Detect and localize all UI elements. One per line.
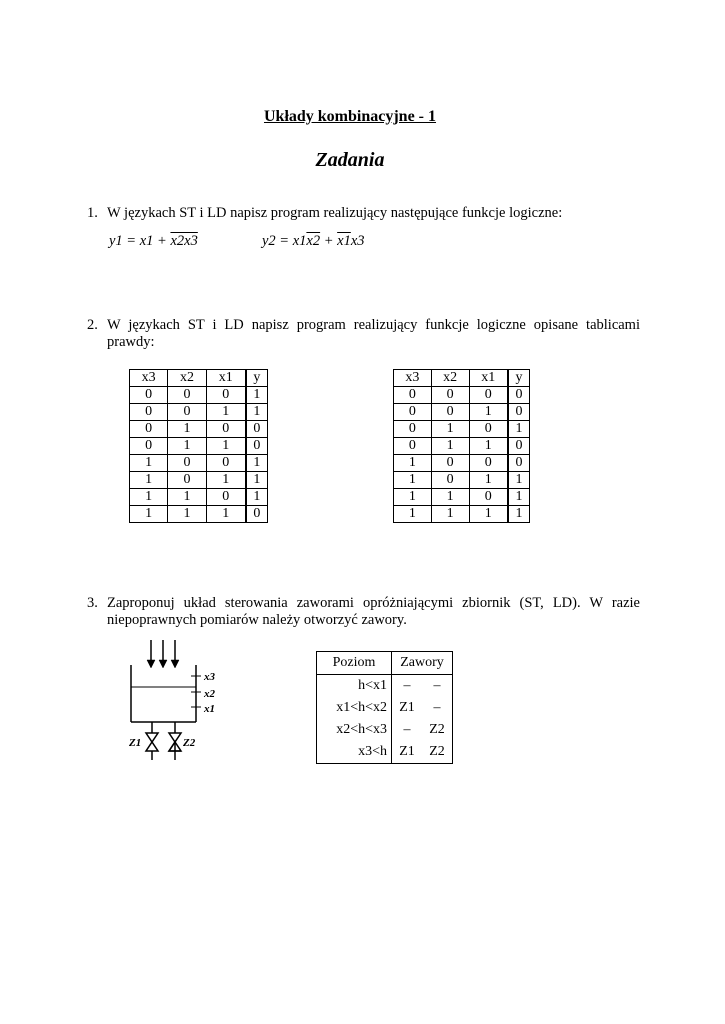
table-row [130, 472, 268, 489]
header-cell-y: y [246, 370, 268, 387]
table-cell: 1 [168, 438, 206, 455]
table-cell: 0 [130, 421, 168, 438]
valve-table-header [317, 652, 453, 675]
table-cell: 1 [246, 404, 268, 421]
table-row [130, 506, 268, 523]
table-cell: 1 [206, 438, 246, 455]
task-1-text: W językach ST i LD napisz program realizujący następujące funkcje logiczne: [107, 205, 563, 221]
table-cell: 0 [130, 404, 168, 421]
table-cell: 0 [469, 387, 508, 404]
truth-table-header [130, 370, 268, 387]
table-cell: 0 [508, 404, 529, 421]
table-cell: 0 [130, 438, 168, 455]
table-cell: 0 [394, 421, 432, 438]
table-row [130, 489, 268, 506]
valve-table [316, 651, 453, 764]
table-cell: 1 [206, 404, 246, 421]
formula-y2-plus: + [320, 233, 338, 249]
table-row [317, 675, 453, 698]
table-cell: 0 [206, 455, 246, 472]
table-cell: 0 [431, 472, 469, 489]
table-row [394, 421, 530, 438]
sensor-label-x1: x1 [204, 703, 215, 715]
table-cell: 1 [130, 489, 168, 506]
table-cell: 1 [130, 472, 168, 489]
table-cell: – [433, 678, 441, 693]
task-1-number: 1. [87, 205, 98, 221]
sensor-label-x3: x3 [204, 671, 215, 683]
table-cell: 1 [431, 489, 469, 506]
table-cell: 0 [246, 421, 268, 438]
table-cell: 0 [431, 404, 469, 421]
table-cell: 1 [246, 489, 268, 506]
truth-table-1 [129, 369, 268, 523]
header-cell-x3: x3 [394, 370, 432, 387]
table-cell: x1<h<x2 [317, 697, 392, 719]
valve-table-header-valves: Zawory [392, 652, 453, 675]
valve-label-z2: Z2 [183, 737, 196, 749]
table-cell: 1 [130, 455, 168, 472]
task-3-text: Zaproponuj układ sterowania zaworami opróżniającymi zbiornik (ST, LD). W razie niepoprawnych pomiarów należy otworzyć zawory. [107, 595, 640, 628]
table-cell: Z2 [429, 744, 445, 759]
formula-y2-negated-1: x2 [306, 233, 321, 249]
table-cell: 1 [508, 472, 529, 489]
table-row [394, 506, 530, 523]
formula-y1-lhs: y1 = x1 + [109, 233, 171, 249]
table-cell: 0 [508, 455, 529, 472]
table-cell: 0 [246, 506, 268, 523]
table-row [130, 455, 268, 472]
table-cell: Z1 [399, 744, 415, 759]
table-cell: 1 [394, 489, 432, 506]
table-cell: h<x1 [317, 675, 392, 698]
table-cell: 1 [246, 472, 268, 489]
table-row [130, 387, 268, 404]
page-title: Układy kombinacyjne - 1 [263, 108, 437, 125]
formula-y1-negated: x2x3 [170, 233, 198, 249]
table-row [394, 404, 530, 421]
task-2-number: 2. [87, 317, 98, 333]
formula-y2-lhs: y2 = x1 [262, 233, 307, 249]
table-row [394, 438, 530, 455]
table-row [130, 421, 268, 438]
table-row [317, 741, 453, 764]
tank-diagram [125, 636, 235, 761]
table-cell: Z1 [399, 700, 415, 715]
table-cell: 1 [206, 506, 246, 523]
table-cell: 1 [394, 506, 432, 523]
table-cell: 1 [130, 506, 168, 523]
table-cell: 1 [168, 506, 206, 523]
table-cell: 0 [469, 421, 508, 438]
table-cell: 1 [508, 489, 529, 506]
valve-z2 [169, 722, 181, 760]
table-cell: 1 [508, 421, 529, 438]
table-cell: 1 [469, 472, 508, 489]
formula-y2 [262, 233, 365, 250]
table-cell: 0 [168, 404, 206, 421]
tank-body [131, 665, 196, 722]
table-cell: 0 [206, 387, 246, 404]
table-cell: x2<h<x3 [317, 719, 392, 741]
table-row [394, 472, 530, 489]
table-cell: – [403, 722, 411, 737]
header-cell-x3: x3 [130, 370, 168, 387]
table-cell: 0 [130, 387, 168, 404]
table-cell: 0 [394, 404, 432, 421]
header-cell-x2: x2 [168, 370, 206, 387]
page-subtitle: Zadania [315, 149, 385, 171]
valve-z1 [146, 722, 158, 760]
header-cell-x2: x2 [431, 370, 469, 387]
sensor-label-x2: x2 [204, 688, 215, 700]
table-row [394, 387, 530, 404]
table-cell: 0 [206, 421, 246, 438]
table-cell: 1 [168, 489, 206, 506]
table-cell: 0 [508, 438, 529, 455]
header-cell-x1: x1 [469, 370, 508, 387]
table-cell: 0 [206, 489, 246, 506]
formula-y2-negated-2: x1 [337, 233, 351, 249]
header-cell-x1: x1 [206, 370, 246, 387]
table-cell: 1 [394, 472, 432, 489]
table-cell: 1 [469, 438, 508, 455]
table-row [317, 697, 453, 719]
truth-table-2 [393, 369, 530, 523]
table-cell: 0 [469, 455, 508, 472]
table-cell: 0 [394, 387, 432, 404]
formula-y2-end: x3 [350, 233, 365, 249]
table-cell: – [403, 678, 411, 693]
table-cell: Z2 [429, 722, 445, 737]
table-cell: – [433, 700, 441, 715]
formula-y1 [109, 233, 198, 250]
table-row [130, 404, 268, 421]
table-cell: 0 [168, 472, 206, 489]
table-cell: 0 [469, 489, 508, 506]
table-cell: 0 [246, 438, 268, 455]
valve-table-header-level: Poziom [317, 652, 392, 675]
table-row [394, 489, 530, 506]
table-cell: 1 [394, 455, 432, 472]
table-cell: 1 [246, 455, 268, 472]
table-cell: 0 [394, 438, 432, 455]
table-cell: 1 [246, 387, 268, 404]
table-row [394, 455, 530, 472]
table-cell: 1 [508, 506, 529, 523]
table-cell: x3<h [317, 741, 392, 764]
table-cell: 0 [168, 387, 206, 404]
truth-table-header [394, 370, 530, 387]
inflow-arrows [147, 640, 179, 668]
table-cell: 1 [431, 506, 469, 523]
table-cell: 1 [431, 438, 469, 455]
task-3-number: 3. [87, 595, 98, 611]
header-cell-y: y [508, 370, 529, 387]
task-2-text: W językach ST i LD napisz program realizujący funkcje logiczne opisane tablicami prawdy: [107, 317, 640, 350]
table-cell: 1 [206, 472, 246, 489]
table-row [130, 438, 268, 455]
table-row [317, 719, 453, 741]
valve-label-z1: Z1 [129, 737, 142, 749]
table-cell: 0 [431, 455, 469, 472]
table-cell: 1 [431, 421, 469, 438]
table-cell: 1 [469, 506, 508, 523]
table-cell: 1 [469, 404, 508, 421]
table-cell: 0 [431, 387, 469, 404]
table-cell: 1 [168, 421, 206, 438]
table-cell: 0 [508, 387, 529, 404]
table-cell: 0 [168, 455, 206, 472]
